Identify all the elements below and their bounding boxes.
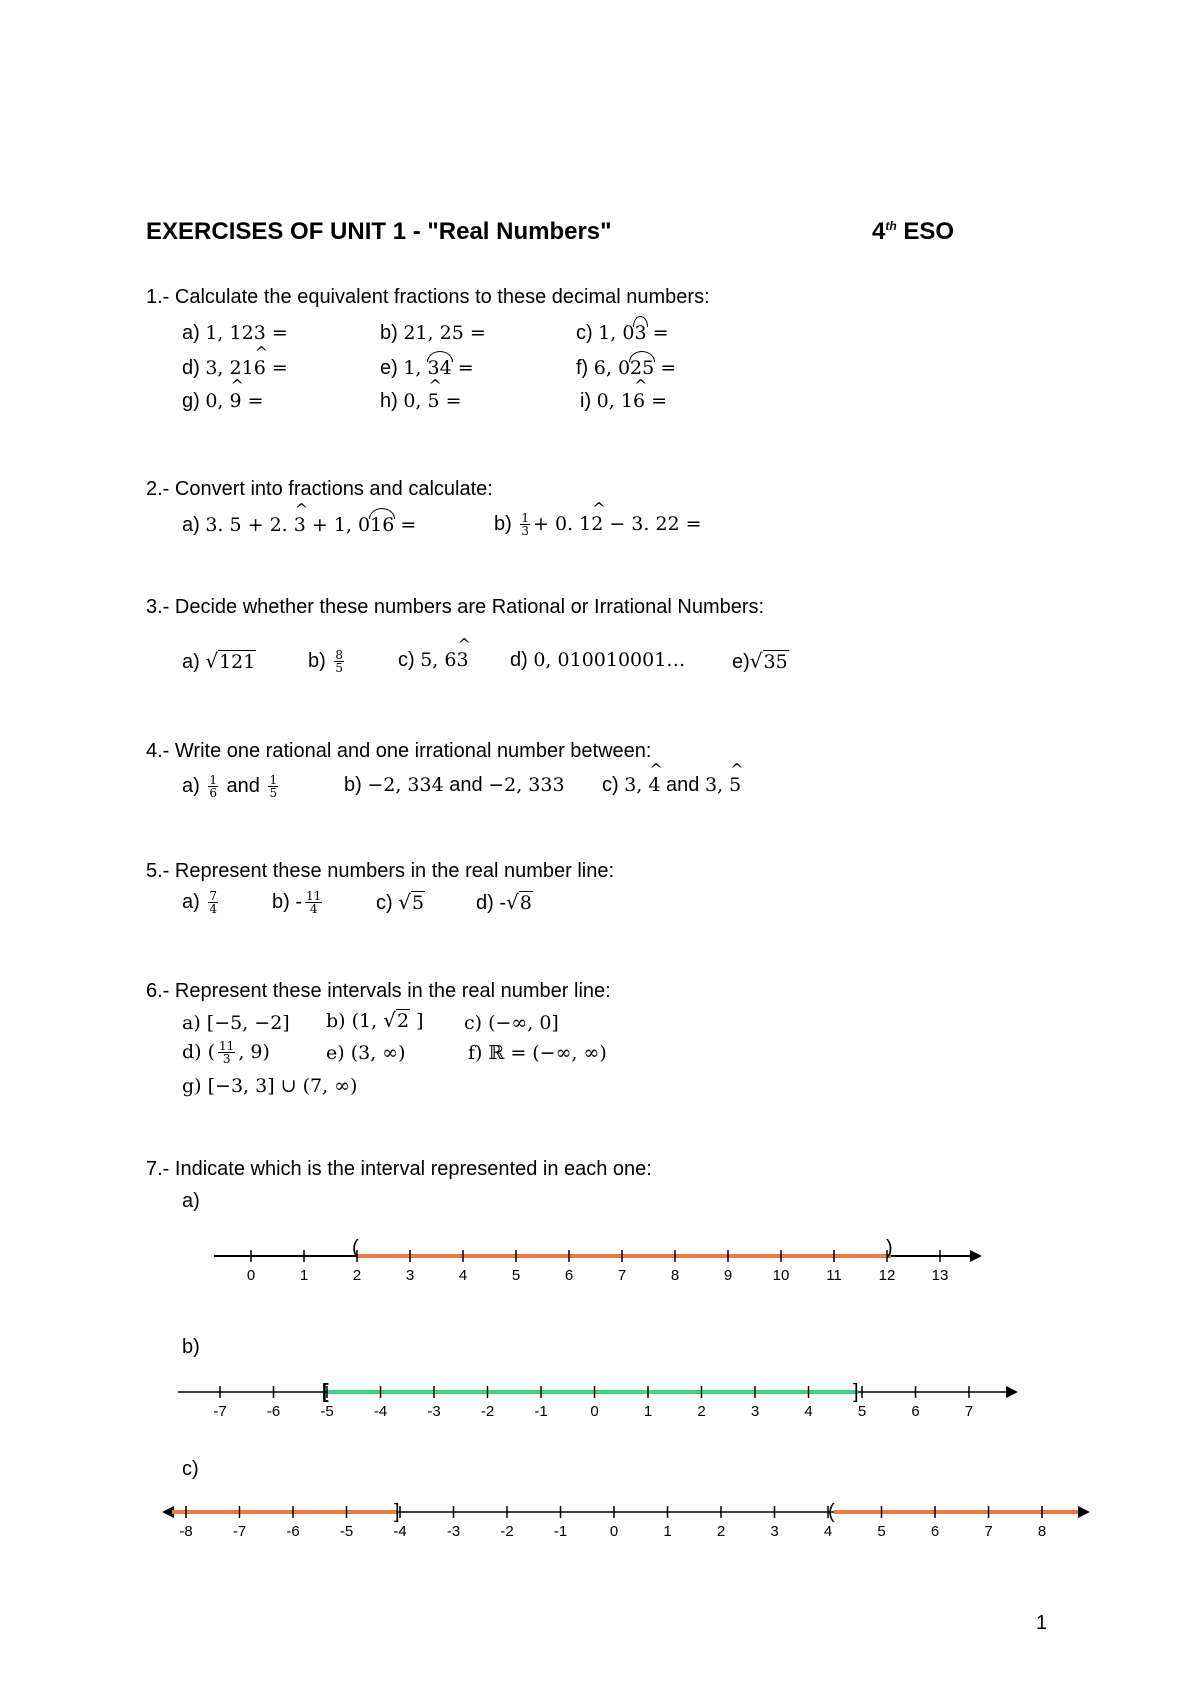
ex5-item-c: c) √5: [376, 890, 425, 914]
page-number: 1: [1036, 1612, 1048, 1634]
exercise-5-prompt: 5.- Represent these numbers in the real number line:: [146, 860, 615, 882]
open-bracket: (: [828, 1501, 835, 1523]
fraction: $\frac{11}{4}$: [306, 889, 322, 916]
ex6-item-a: a) [−5, −2]: [182, 1012, 290, 1034]
tick-label: 4: [458, 1267, 468, 1284]
worksheet-title: EXERCISES OF UNIT 1 - "Real Numbers": [146, 218, 612, 245]
tick-label: 3: [405, 1267, 415, 1284]
number-line-b: [0, 1372, 1200, 1432]
ex3-item-b: b) $\frac{8}{5}$: [308, 648, 343, 675]
ex6-item-c: c) (−∞, 0]: [464, 1012, 559, 1034]
tick-label: -4: [373, 1403, 388, 1420]
tick-label: 0: [609, 1523, 619, 1540]
number-line-c: [0, 1492, 1200, 1552]
tick-label: 2: [352, 1267, 362, 1284]
ex3-item-a: a) √121: [182, 649, 256, 673]
tick-label: 11: [826, 1267, 842, 1284]
tick-label: 2: [697, 1403, 706, 1420]
ex1-item-e: e) 1, 34 =: [380, 357, 474, 379]
course-label: [872, 218, 954, 246]
tick-label: -4: [393, 1523, 407, 1540]
ex1-item-a: a) 1, 123 =: [182, 322, 288, 344]
ex1-item-i: i) 0, 1^ 6 =: [580, 390, 667, 413]
exercise-4-prompt: 4.- Write one rational and one irrational number between:: [146, 740, 652, 762]
ex2-item-b: b) $\frac{1}{3}$ + 0. 1^ 2 − 3. 22 =: [494, 512, 702, 537]
tick-label: 0: [246, 1267, 256, 1284]
square-root: √121: [205, 649, 256, 673]
tick-label: -3: [427, 1403, 441, 1420]
course-number: 4: [872, 218, 886, 245]
tick-label: 4: [823, 1523, 833, 1540]
ex4-item-c: c) 3, ^ 4 and 3, ^ 5: [602, 774, 741, 797]
tick-label: 7: [617, 1267, 627, 1284]
ex6-item-b: b) (1, √2 ]: [326, 1008, 424, 1032]
tick-label: 0: [590, 1403, 599, 1420]
arrow-right-icon: [1006, 1386, 1018, 1398]
number-line-a: [0, 1230, 1200, 1290]
ex3-item-d: d) 0, 010010001…: [510, 649, 686, 671]
tick-label: -3: [446, 1523, 461, 1540]
tick-label: -2: [500, 1523, 514, 1540]
tick-label: 13: [931, 1267, 949, 1284]
tick-label: 2: [716, 1523, 726, 1540]
fraction: $\frac{1}{3}$: [521, 511, 529, 538]
course-name: ESO: [903, 218, 955, 245]
tick-label: 1: [299, 1267, 309, 1284]
tick-label: 6: [564, 1267, 574, 1284]
tick-label: 3: [750, 1403, 760, 1420]
tick-label: 1: [663, 1523, 672, 1540]
fraction: $\frac{8}{5}$: [335, 648, 343, 675]
close-bracket: ]: [853, 1381, 859, 1403]
exercise-3-prompt: 3.- Decide whether these numbers are Rational or Irrational Numbers:: [146, 596, 765, 618]
tick-label: -6: [266, 1403, 281, 1420]
tick-label: 3: [770, 1523, 779, 1540]
tick-label: -5: [339, 1523, 354, 1540]
fraction: $\frac{1}{6}$: [209, 773, 217, 800]
open-bracket: [: [322, 1381, 329, 1403]
tick-label: 10: [772, 1267, 790, 1284]
fraction: $\frac{1}{5}$: [269, 773, 278, 800]
ex5-item-b: b) - $\frac{11}{4}$: [272, 889, 322, 916]
tick-label: -1: [534, 1403, 548, 1420]
ex5-item-d: d) -√8: [476, 890, 532, 914]
open-bracket: (: [352, 1237, 359, 1259]
ex7-label-c: c): [182, 1458, 199, 1480]
square-root: √35: [749, 649, 788, 673]
ex6-item-d: d) ( $\frac{11}{3}$ , 9): [182, 1039, 270, 1066]
tick-label: 5: [511, 1267, 521, 1284]
ex3-item-e: e)√35: [732, 649, 788, 673]
ex5-item-a: a) $\frac{7}{4}$: [182, 889, 217, 916]
ex7-label-a: a): [182, 1190, 200, 1212]
tick-label: 1: [643, 1403, 653, 1420]
tick-label: -7: [213, 1403, 227, 1420]
tick-label: 5: [857, 1403, 867, 1420]
tick-label: 5: [877, 1523, 886, 1540]
close-bracket: ): [886, 1237, 893, 1259]
arrow-right-icon: [970, 1250, 982, 1262]
ex1-item-b: b) 21, 25 =: [380, 322, 486, 344]
tick-label: -6: [286, 1523, 300, 1540]
ex1-item-h: h) 0, ^ 5 =: [380, 390, 462, 413]
tick-label: -2: [480, 1403, 495, 1420]
exercise-2-prompt: 2.- Convert into fractions and calculate:: [146, 478, 493, 500]
exercise-6-prompt: 6.- Represent these intervals in the real number line:: [146, 980, 611, 1002]
ex6-item-e: e) (3, ∞): [326, 1042, 406, 1064]
tick-label: -1: [553, 1523, 568, 1540]
fraction: $\frac{11}{3}$: [219, 1039, 235, 1066]
tick-label: -5: [320, 1403, 334, 1420]
square-root: √2: [383, 1008, 410, 1032]
tick-label: -8: [179, 1523, 193, 1540]
tick-label: 12: [878, 1267, 896, 1284]
square-root: √5: [398, 890, 425, 914]
tick-label: 4: [804, 1403, 813, 1420]
tick-label: 9: [723, 1267, 733, 1284]
exercise-1-prompt: 1.- Calculate the equivalent fractions to these decimal numbers:: [146, 286, 710, 308]
tick-label: 7: [984, 1523, 993, 1540]
tick-label: 6: [930, 1523, 940, 1540]
tick-label: 8: [670, 1267, 680, 1284]
ex6-item-g: g) [−3, 3] ∪ (7, ∞): [182, 1075, 358, 1097]
arrow-right-icon: [1078, 1506, 1090, 1518]
tick-label: 8: [1037, 1523, 1047, 1540]
ex1-item-c: c) 1, 03 =: [576, 322, 669, 344]
tick-label: -7: [232, 1523, 247, 1540]
exercise-7-prompt: 7.- Indicate which is the interval represented in each one:: [146, 1158, 652, 1180]
close-bracket: ]: [394, 1501, 400, 1523]
ex1-item-d: d) 3, 21^ 6 =: [182, 357, 288, 380]
ex1-item-g: g) 0, ^ 9 =: [182, 390, 264, 413]
ex4-item-a: a) $\frac{1}{6}$ and $\frac{1}{5}$: [182, 773, 278, 800]
ex2-item-a: a) 3. 5 + 2. ^ 3 + 1, 016 =: [182, 514, 416, 537]
ex1-item-f: f) 6, 025 =: [576, 357, 677, 379]
course-superscript: th: [885, 219, 897, 233]
fraction: $\frac{7}{4}$: [209, 889, 217, 916]
ex3-item-c: c) 5, 6^ 3: [398, 649, 469, 672]
ex6-item-f: f) ℝ = (−∞, ∞): [468, 1042, 607, 1064]
tick-label: 6: [911, 1403, 920, 1420]
ex4-item-b: b) −2, 334 and −2, 333: [344, 774, 565, 796]
tick-label: 7: [964, 1403, 974, 1420]
square-root: √8: [506, 890, 532, 914]
ex7-label-b: b): [182, 1336, 200, 1358]
